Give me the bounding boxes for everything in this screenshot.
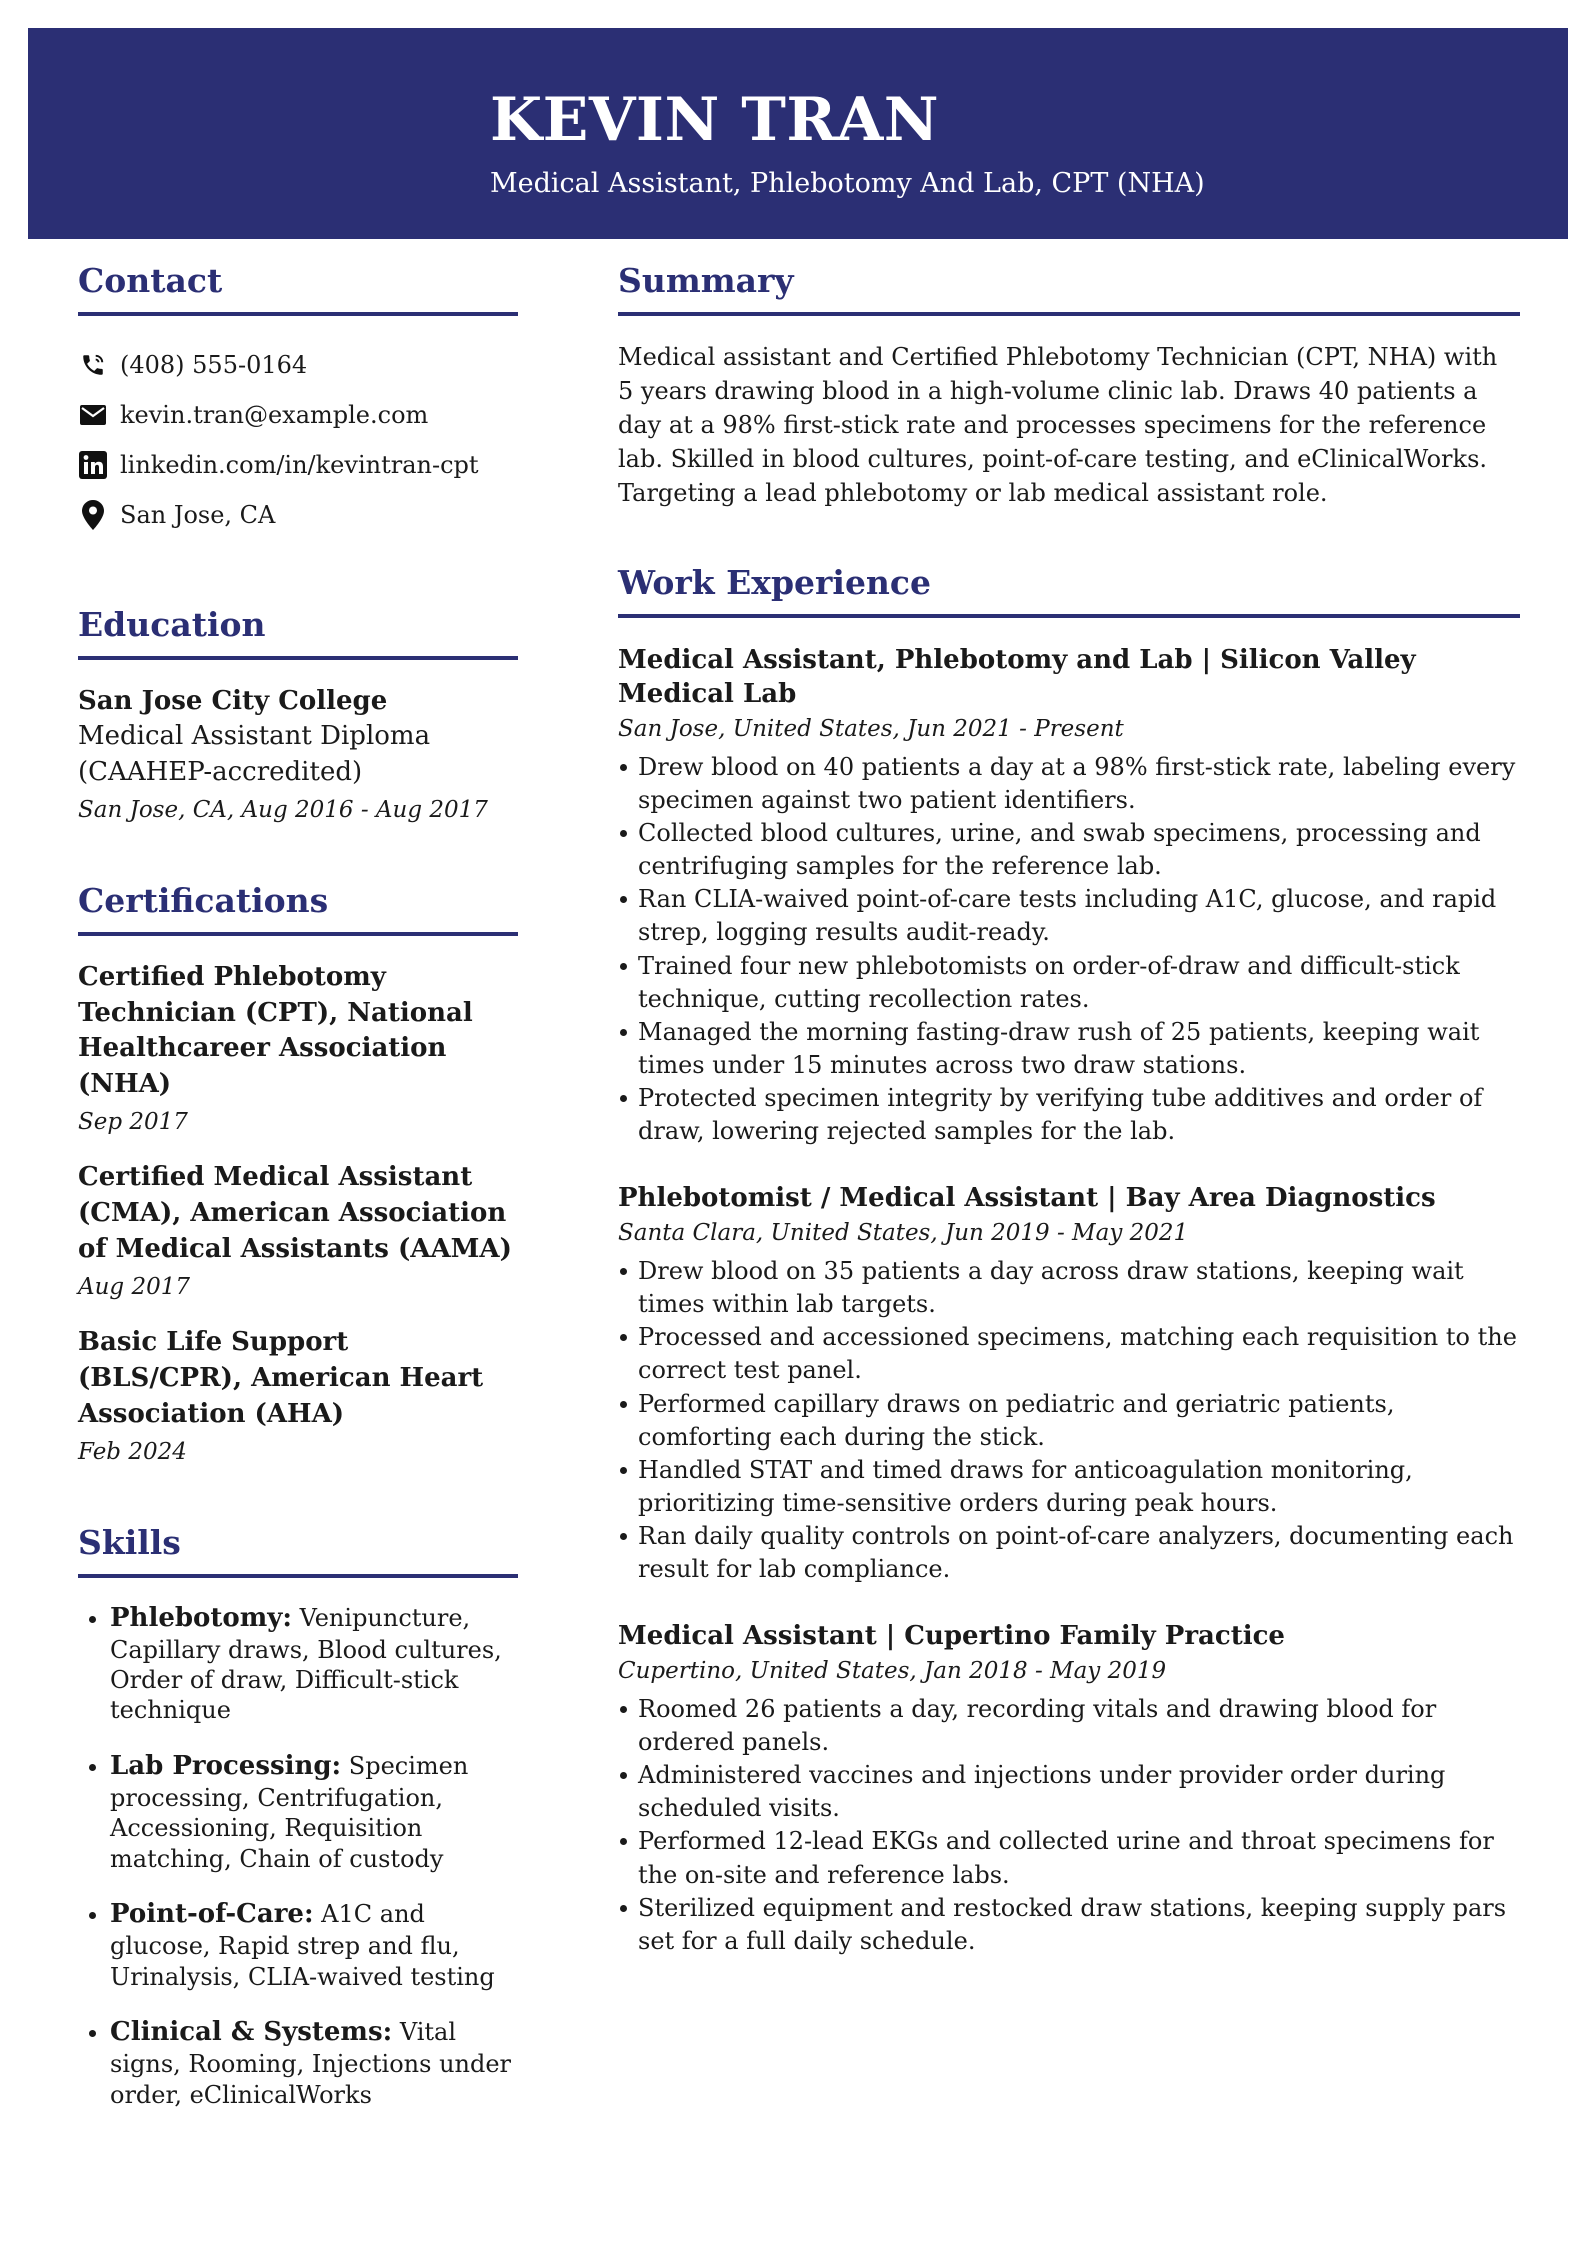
certifications-section bbox=[78, 882, 518, 1468]
job-bullet: Drew blood on 35 patients a day across draw stations, keeping wait times within lab targets. bbox=[638, 1255, 1520, 1321]
job-title: Phlebotomist / Medical Assistant | Bay Area Diagnostics bbox=[618, 1183, 1436, 1214]
skill-text: Venipuncture, Capillary draws, Blood cultures, Order of draw, Difficult-stick technique bbox=[110, 1603, 502, 1725]
job-bullet: Handled STAT and timed draws for anticoagulation monitoring, prioritizing time-sensitive orders during peak hours. bbox=[638, 1454, 1520, 1520]
summary-heading: Summary bbox=[618, 262, 1520, 316]
right-column bbox=[618, 262, 1520, 1958]
job-meta: San Jose, United States, Jun 2021 - Present bbox=[618, 715, 1124, 742]
skill-item bbox=[110, 1750, 518, 1874]
contact-linkedin bbox=[78, 440, 518, 490]
job-bullet: Collected blood cultures, urine, and swab specimens, processing and centrifuging samples for the reference lab. bbox=[638, 817, 1520, 883]
summary-section bbox=[618, 262, 1520, 510]
work-experience-section bbox=[618, 564, 1520, 1958]
skill-text: Specimen processing, Centrifugation, Accessioning, Requisition matching, Chain of custody bbox=[110, 1751, 469, 1873]
skill-item bbox=[110, 1602, 518, 1726]
skill-label: Phlebotomy: bbox=[110, 1602, 292, 1633]
education-section bbox=[78, 606, 518, 826]
mail-icon bbox=[78, 400, 108, 430]
certification-item bbox=[78, 1160, 518, 1303]
contact-location-text: San Jose, CA bbox=[120, 500, 276, 529]
skill-item bbox=[110, 1898, 518, 1992]
job-entry bbox=[618, 1182, 1520, 1586]
contact-phone-text: (408) 555-0164 bbox=[120, 350, 308, 379]
job-bullets bbox=[618, 751, 1520, 1148]
certifications-heading: Certifications bbox=[78, 882, 518, 936]
skill-label: Clinical & Systems: bbox=[110, 2017, 393, 2048]
education-school: San Jose City College bbox=[78, 685, 388, 716]
contact-section bbox=[78, 262, 518, 540]
skill-label: Lab Processing: bbox=[110, 1750, 342, 1781]
contact-list bbox=[78, 340, 518, 540]
certification-date: Feb 2024 bbox=[78, 1438, 187, 1465]
job-meta: Cupertino, United States, Jan 2018 - May 2019 bbox=[618, 1657, 1167, 1684]
job-bullet: Performed capillary draws on pediatric and geriatric patients, comforting each during the stick. bbox=[638, 1388, 1520, 1454]
candidate-title: Medical Assistant, Phlebotomy And Lab, CPT (NHA) bbox=[490, 168, 1205, 199]
education-meta: San Jose, CA, Aug 2016 - Aug 2017 bbox=[78, 796, 488, 823]
job-bullet: Processed and accessioned specimens, matching each requisition to the correct test panel. bbox=[638, 1321, 1520, 1387]
job-bullet: Trained four new phlebotomists on order-of-draw and difficult-stick technique, cutting recollection rates. bbox=[638, 950, 1520, 1016]
candidate-name: KEVIN TRAN bbox=[490, 85, 940, 155]
linkedin-icon bbox=[78, 450, 108, 480]
location-pin-icon bbox=[78, 500, 108, 530]
job-title: Medical Assistant | Cupertino Family Practice bbox=[618, 1621, 1285, 1652]
job-entry bbox=[618, 1620, 1520, 1958]
phone-icon bbox=[78, 350, 108, 380]
contact-heading: Contact bbox=[78, 262, 518, 316]
job-bullet: Ran CLIA-waived point-of-care tests including A1C, glucose, and rapid strep, logging results audit-ready. bbox=[638, 883, 1520, 949]
job-bullet: Roomed 26 patients a day, recording vitals and drawing blood for ordered panels. bbox=[638, 1693, 1520, 1759]
certification-item bbox=[78, 1325, 518, 1468]
skills-heading: Skills bbox=[78, 1524, 518, 1578]
job-bullet: Ran daily quality controls on point-of-care analyzers, documenting each result for lab compliance. bbox=[638, 1520, 1520, 1586]
contact-phone bbox=[78, 340, 518, 390]
job-bullet: Drew blood on 40 patients a day at a 98% first-stick rate, labeling every specimen against two patient identifiers. bbox=[638, 751, 1520, 817]
skill-text: Vital signs, Rooming, Injections under order, eClinicalWorks bbox=[110, 2018, 512, 2109]
contact-location bbox=[78, 490, 518, 540]
skills-section bbox=[78, 1524, 518, 2111]
certification-date: Aug 2017 bbox=[78, 1273, 190, 1300]
left-column bbox=[78, 262, 518, 2134]
contact-linkedin-text[interactable]: linkedin.com/in/kevintran-cpt bbox=[120, 450, 479, 479]
job-title: Medical Assistant, Phlebotomy and Lab | Silicon Valley Medical Lab bbox=[618, 645, 1416, 710]
skill-label: Point-of-Care: bbox=[110, 1899, 314, 1930]
job-bullet: Sterilized equipment and restocked draw stations, keeping supply pars set for a full daily schedule. bbox=[638, 1892, 1520, 1958]
skills-list bbox=[78, 1602, 518, 2111]
job-bullet: Performed 12-lead EKGs and collected urine and throat specimens for the on-site and reference labs. bbox=[638, 1825, 1520, 1891]
certification-name: Basic Life Support (BLS/CPR), American Heart Association (AHA) bbox=[78, 1326, 484, 1429]
certification-name: Certified Medical Assistant (CMA), American Association of Medical Assistants (AAMA) bbox=[78, 1162, 512, 1264]
header-banner bbox=[28, 28, 1568, 239]
work-experience-heading: Work Experience bbox=[618, 564, 1520, 618]
certification-date: Sep 2017 bbox=[78, 1109, 188, 1136]
contact-email bbox=[78, 390, 518, 440]
summary-text: Medical assistant and Certified Phlebotomy Technician (CPT, NHA) with 5 years drawing blood in a high-volume clinic lab. Draws 40 patients a day at a 98% first-stick rate and processes specimens for the reference lab. Skilled in blood cultures, point-of-care testing, and eClinicalWorks. Targeting a lead phlebotomy or lab medical assistant role. bbox=[618, 342, 1498, 508]
job-bullet: Protected specimen integrity by verifying tube additives and order of draw, lowering rejected samples for the lab. bbox=[638, 1082, 1520, 1148]
certification-item bbox=[78, 960, 518, 1139]
education-heading: Education bbox=[78, 606, 518, 660]
skill-text: A1C and glucose, Rapid strep and flu, Urinalysis, CLIA-waived testing bbox=[110, 1900, 495, 1991]
contact-email-text[interactable]: kevin.tran@example.com bbox=[120, 400, 429, 429]
skill-item bbox=[110, 2016, 518, 2110]
job-entry bbox=[618, 644, 1520, 1148]
job-meta: Santa Clara, United States, Jun 2019 - May 2021 bbox=[618, 1220, 1189, 1247]
job-bullets bbox=[618, 1693, 1520, 1958]
job-bullets bbox=[618, 1255, 1520, 1586]
job-bullet: Managed the morning fasting-draw rush of 25 patients, keeping wait times under 15 minutes across two draw stations. bbox=[638, 1016, 1520, 1082]
certification-name: Certified Phlebotomy Technician (CPT), National Healthcareer Association (NHA) bbox=[78, 961, 473, 1100]
job-bullet: Administered vaccines and injections under provider order during scheduled visits. bbox=[638, 1759, 1520, 1825]
certifications-list bbox=[78, 960, 518, 1468]
education-degree: Medical Assistant Diploma (CAAHEP-accredited) bbox=[78, 720, 431, 787]
